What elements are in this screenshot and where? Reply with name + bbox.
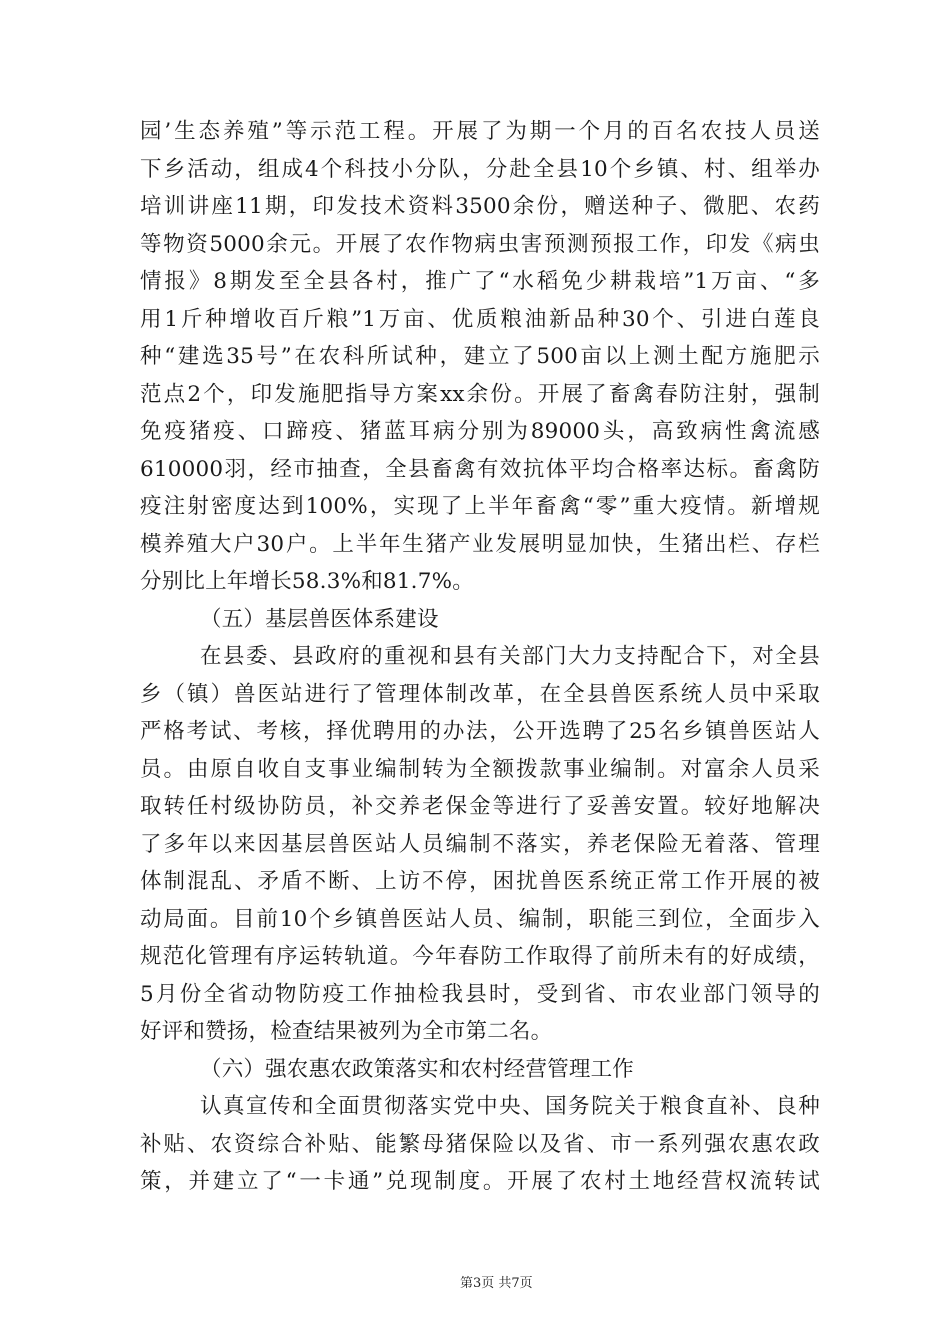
section-heading-6: （六）强农惠农政策落实和农村经营管理工作 xyxy=(200,1056,635,1082)
text-line: 5月份全省动物防疫工作抽检我县时，受到省、市农业部门领导的 xyxy=(140,981,820,1007)
text-line: 体制混乱、矛盾不断、上访不停，困扰兽医系统正常工作开展的被 xyxy=(140,869,820,894)
paragraph-start-line: 在县委、县政府的重视和县有关部门大力支持配合下，对全县 xyxy=(200,644,820,669)
text-line: 用1斤种增收百斤粮”1万亩、优质粮油新品种30个、引进白莲良 xyxy=(140,306,820,332)
text-line: 范点2个，印发施肥指导方案xx余份。开展了畜禽春防注射，强制 xyxy=(140,381,820,407)
text-line: 员。由原自收自支事业编制转为全额拨款事业编制。对富余人员采 xyxy=(140,756,820,782)
text-line: 模养殖大户30户。上半年生猪产业发展明显加快，生猪出栏、存栏 xyxy=(140,531,820,557)
paragraph-start-line: 认真宣传和全面贯彻落实党中央、国务院关于粮食直补、良种 xyxy=(200,1094,820,1119)
text-line: 等物资5000余元。开展了农作物病虫害预测预报工作，印发《病虫 xyxy=(140,231,820,257)
text-line: 种“建选35号”在农科所试种，建立了500亩以上测土配方施肥示 xyxy=(140,344,820,369)
text-line: 严格考试、考核，择优聘用的办法，公开选聘了25名乡镇兽医站人 xyxy=(140,719,820,744)
text-line: 规范化管理有序运转轨道。今年春防工作取得了前所未有的好成绩， xyxy=(140,944,820,969)
text-line: 取转任村级协防员，补交养老保金等进行了妥善安置。较好地解决 xyxy=(140,794,820,819)
text-line: 下乡活动，组成4个科技小分队，分赴全县10个乡镇、村、组举办 xyxy=(140,156,820,182)
text-line: 补贴、农资综合补贴、能繁母猪保险以及省、市一系列强农惠农政 xyxy=(140,1131,820,1157)
text-line: 了多年以来因基层兽医站人员编制不落实，养老保险无着落、管理 xyxy=(140,831,820,857)
text-line: 好评和赞扬，检查结果被列为全市第二名。 xyxy=(140,1019,553,1044)
text-line: 动局面。目前10个乡镇兽医站人员、编制，职能三到位，全面步入 xyxy=(140,906,820,932)
text-line: 疫注射密度达到100%，实现了上半年畜禽“零”重大疫情。新增规 xyxy=(140,494,820,519)
document-body xyxy=(140,113,820,1201)
text-line: 策，并建立了“一卡通”兑现制度。开展了农村土地经营权流转试 xyxy=(140,1169,820,1194)
text-line: 乡（镇）兽医站进行了管理体制改革，在全县兽医系统人员中采取 xyxy=(140,681,820,707)
text-line: 免疫猪疫、口蹄疫、猪蓝耳病分别为89000头，高致病性禽流感 xyxy=(140,419,820,444)
page-number-footer: 第3页 共7页 xyxy=(460,1276,533,1291)
section-heading-5: （五）基层兽医体系建设 xyxy=(200,606,439,632)
text-line: 情报》8期发至全县各村，推广了“水稻免少耕栽培”1万亩、“多 xyxy=(140,269,820,294)
text-line: 园’生态养殖”等示范工程。开展了为期一个月的百名农技人员送 xyxy=(140,119,820,144)
text-line: 培训讲座11期，印发技术资料3500余份，赠送种子、微肥、农药 xyxy=(140,194,820,219)
text-line: 分别比上年增长58.3%和81.7%。 xyxy=(140,569,474,594)
text-line: 610000羽，经市抽查，全县畜禽有效抗体平均合格率达标。畜禽防 xyxy=(140,456,820,482)
